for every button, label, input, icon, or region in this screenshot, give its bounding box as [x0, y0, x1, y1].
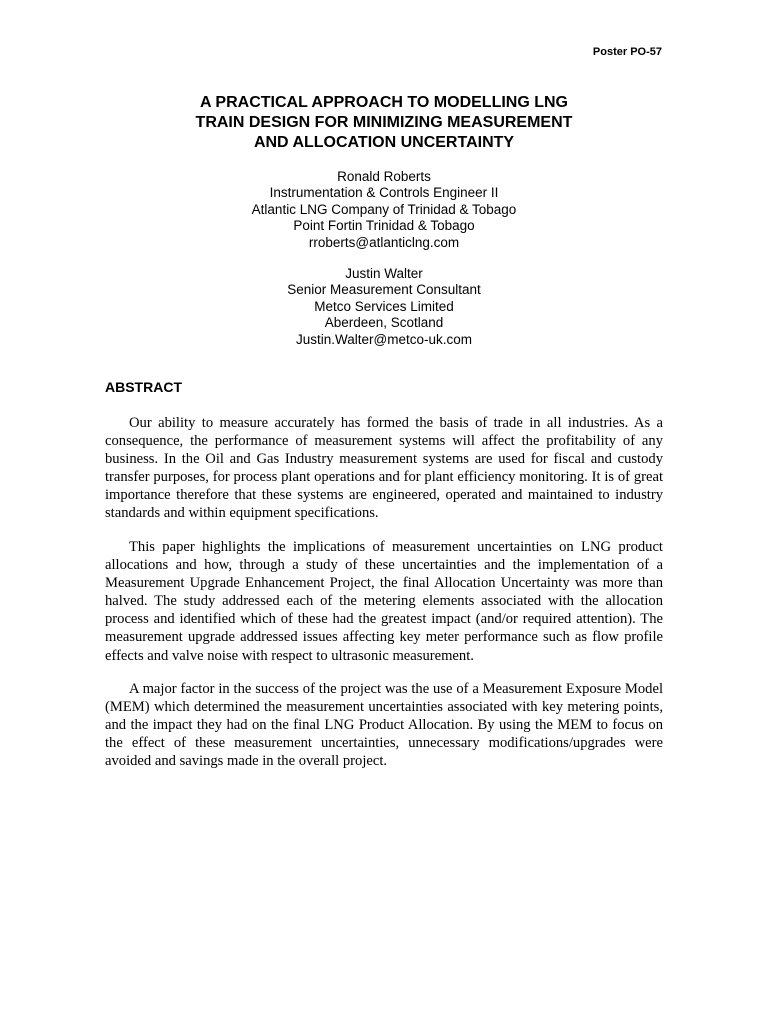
author-company: Atlantic LNG Company of Trinidad & Tobago — [251, 201, 517, 217]
abstract-heading: ABSTRACT — [105, 379, 182, 395]
title-line: AND ALLOCATION UNCERTAINTY — [253, 134, 515, 151]
author-block-2 — [0, 266, 768, 348]
author-name: Ronald Roberts — [337, 169, 431, 184]
title-line: A PRACTICAL APPROACH TO MODELLING LNG — [200, 94, 568, 111]
author-email: rroberts@atlanticlng.com — [308, 234, 460, 250]
author-position: Instrumentation & Controls Engineer II — [269, 185, 499, 201]
author-name: Justin Walter — [345, 266, 423, 281]
author-company: Metco Services Limited — [314, 298, 454, 314]
author-location: Point Fortin Trinidad & Tobago — [293, 218, 475, 234]
poster-id: Poster PO-57 — [592, 46, 662, 58]
title-line: TRAIN DESIGN FOR MINIMIZING MEASUREMENT — [195, 114, 573, 131]
author-block-1 — [0, 169, 768, 251]
author-email: Justin.Walter@metco-uk.com — [296, 331, 472, 347]
author-position: Senior Measurement Consultant — [287, 282, 481, 298]
abstract-paragraph-2: This paper highlights the implications of measurement uncertainties on LNG product allocations and how, through a study of these uncertainties and the implementation of a Measurement Upgrade Enhancement Project, the final Allocation Uncertainty was more than halved. The study addressed each of the metering elements associated with the allocation process and identified which of these had the greatest impact (and/or required attention). The measurement upgrade addressed issues affecting key meter performance such as flow profile effects and valve noise with respect to ultrasonic measurement. — [105, 539, 663, 664]
abstract-paragraph-1: Our ability to measure accurately has formed the basis of trade in all industries. As a consequence, the performance of measurement systems will affect the profitability of any business. In the Oil and Gas Industry measurement systems are used for fiscal and custody transfer purposes, for process plant operations and for plant efficiency monitoring. It is of great importance therefore that these systems are engineered, operated and maintained to industry standards and within equipment specifications. — [105, 415, 663, 522]
abstract-paragraph-3: A major factor in the success of the project was the use of a Measurement Exposure Model (MEM) which determined the measurement uncertainties associated with key metering points, and the impact they had on the final LNG Product Allocation. By using the MEM to focus on the effect of these measurement uncertainties, unnecessary modifications/upgrades were avoided and savings made in the overall project. — [105, 681, 663, 770]
paper-title — [0, 93, 768, 153]
author-location: Aberdeen, Scotland — [324, 315, 444, 331]
